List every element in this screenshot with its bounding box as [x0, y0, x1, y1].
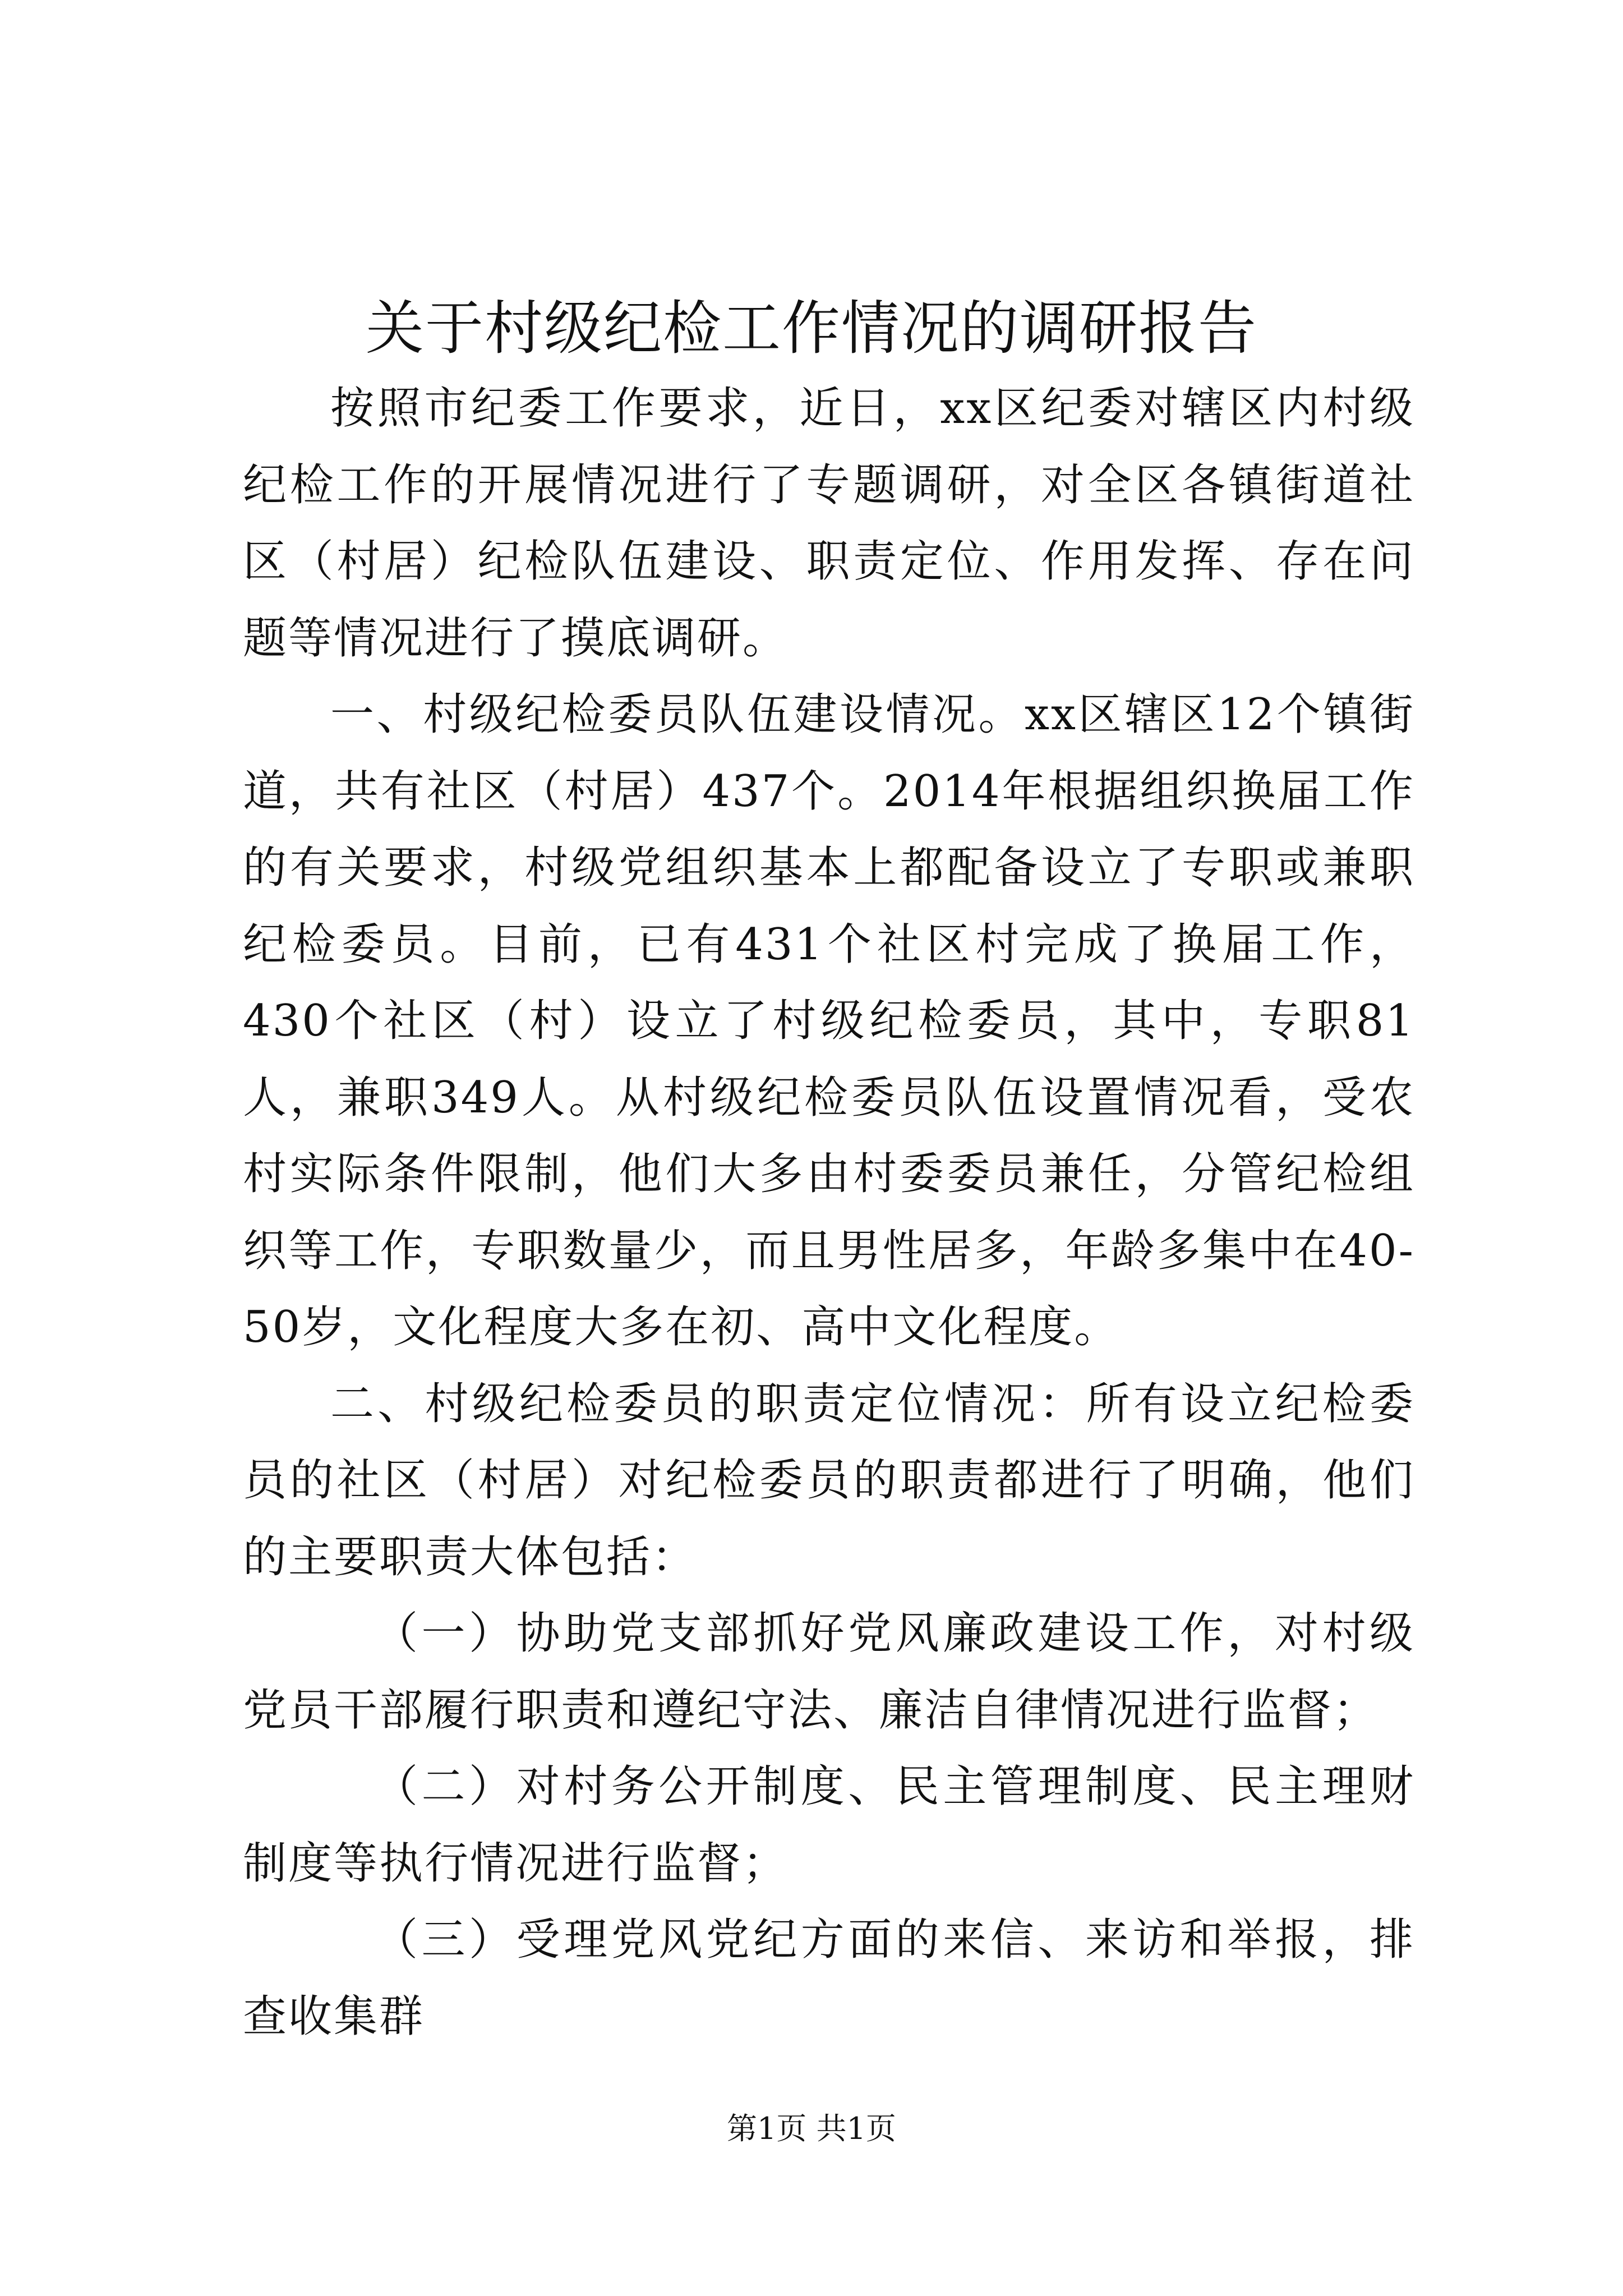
paragraph-item-2: （二）对村务公开制度、民主管理制度、民主理财制度等执行情况进行监督； — [243, 1761, 1415, 1889]
paragraph-item-1: （一）协助党支部抓好党风廉政建设工作，对村级党员干部履行职责和遵纪守法、廉洁自律情况进行监督； — [243, 1608, 1415, 1736]
page-footer — [0, 2109, 1623, 2148]
paragraph-intro: 按照市纪委工作要求，近日，xx区纪委对辖区内村级纪检工作的开展情况进行了专题调研，对全区各镇街道社区（村居）纪检队伍建设、职责定位、作用发挥、存在问题等情况进行了摸底调研。 — [243, 383, 1415, 664]
page-number-label: 第1页 共1页 — [727, 2111, 896, 2146]
paragraph-item-3: （三）受理党风党纪方面的来信、来访和举报，排查收集群 — [243, 1915, 1415, 2042]
document-title: 关于村级纪检工作情况的调研报告 — [365, 294, 1257, 362]
paragraph-section-1: 一、村级纪检委员队伍建设情况。xx区辖区12个镇街道，共有社区（村居）437个。2014年根据组织换届工作的有关要求，村级党组织基本上都配备设立了专职或兼职纪检委员。目前，已有431个社区村完成了换届工作，430个社区（村）设立了村级纪检委员，其中，专职81人，兼职349人。从村级纪检委员队伍设置情况看，受农村实际条件限制，他们大多由村委委员兼任，分管纪检组织等工作，专职数量少，而且男性居多，年龄多集中在40-50岁，文化程度大多在初、高中文化程度。 — [243, 689, 1415, 1352]
paragraph-section-2: 二、村级纪检委员的职责定位情况：所有设立纪检委员的社区（村居）对纪检委员的职责都进行了明确，他们的主要职责大体包括： — [243, 1378, 1415, 1582]
document-body — [243, 370, 1415, 2055]
